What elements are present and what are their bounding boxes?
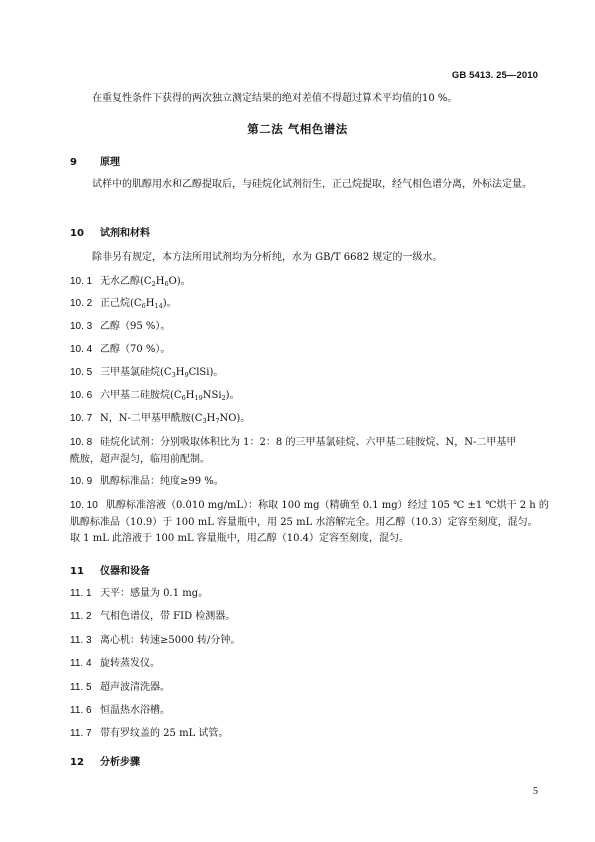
list-item: 10. 1 无水乙醇$(C_2H_6O)$。 xyxy=(70,276,191,288)
list-item: 10. 9 肌醇标准品：纯度≥99 %。 xyxy=(70,476,224,487)
list-item: 10. 4 乙醇（70 %）。 xyxy=(70,344,171,355)
list-item: 10. 8 硅烷化试剂：分别吸取体积比为 1：2：8 的三甲基氯硅烷、六甲基二硅胺烷、N，N-二甲基甲 xyxy=(70,437,517,448)
method-title: 第二法 气相色谱法 xyxy=(247,122,348,136)
list-item: 10. 3 乙醇（95 %）。 xyxy=(70,321,171,332)
list-item: 10. 10 肌醇标准溶液（0.010 mg/mL）：称取 100 mg（精确至 0.1 mg）经过 105 ℃ ±1 ℃烘干 2 h 的 xyxy=(70,500,549,511)
list-item: 11. 7 带有罗纹盖的 25 mL 试管。 xyxy=(70,728,229,739)
list-item: 11. 5 超声波清洗器。 xyxy=(70,682,170,693)
list-item-continuation: 酰胺，超声混匀，临用前配制。 xyxy=(70,454,210,465)
list-item: 10. 6 六甲基二硅胺烷$(C_6H_{19}NSi_2)$。 xyxy=(70,390,240,402)
list-item: 11. 4 旋转蒸发仪。 xyxy=(70,658,160,669)
principle-paragraph: 试样中的肌醇用水和乙醇提取后，与硅烷化试剂衍生，正己烷提取，经气相色谱分离，外标法定量。 xyxy=(92,179,532,190)
page-number: 5 xyxy=(533,786,538,797)
reagents-intro: 除非另有规定，本方法所用试剂均为分析纯，水为 GB/T 6682 规定的一级水。 xyxy=(92,252,443,263)
section-10-heading xyxy=(70,224,150,239)
section-number: 10 xyxy=(70,228,84,239)
section-title: 试剂和材料 xyxy=(100,228,150,239)
list-item: 10. 7 N，N-二甲基甲酰胺$(C_3H_7NO)$。 xyxy=(70,413,251,425)
list-item: 11. 1 天平：感量为 0.1 mg。 xyxy=(70,588,209,599)
section-number: 11 xyxy=(70,566,84,577)
section-12-heading xyxy=(70,753,140,768)
repeatability-text: 在重复性条件下获得的两次独立测定结果的绝对差值不得超过算术平均值的10 %。 xyxy=(92,93,458,104)
list-item: 10. 2 正己烷$(C_6H_{14})$。 xyxy=(70,298,177,310)
list-item: 11. 6 恒温热水浴槽。 xyxy=(70,705,170,716)
list-item: 11. 2 气相色谱仪，带 FID 检测器。 xyxy=(70,611,236,622)
list-item-continuation: 肌醇标准品（10.9）于 100 mL 容量瓶中，用 25 mL 水溶解完全。用乙醇（10.3）定容至刻度，混匀。 xyxy=(70,517,538,528)
section-number: 12 xyxy=(70,757,84,768)
section-title: 原理 xyxy=(100,157,120,168)
section-title: 仪器和设备 xyxy=(100,566,150,577)
standard-code-header: GB 5413. 25—2010 xyxy=(451,70,538,81)
list-item: 10. 5 三甲基氯硅烷$(C_3H_9ClSi)$。 xyxy=(70,367,224,379)
section-number: 9 xyxy=(70,157,77,168)
list-item-continuation: 取 1 mL 此溶液于 100 mL 容量瓶中，用乙醇（10.4）定容至刻度，混匀。 xyxy=(70,533,410,544)
section-9-heading xyxy=(70,153,120,168)
section-11-heading xyxy=(70,562,150,577)
section-title: 分析步骤 xyxy=(100,757,140,768)
list-item: 11. 3 离心机：转速≥5000 转/分钟。 xyxy=(70,635,241,646)
